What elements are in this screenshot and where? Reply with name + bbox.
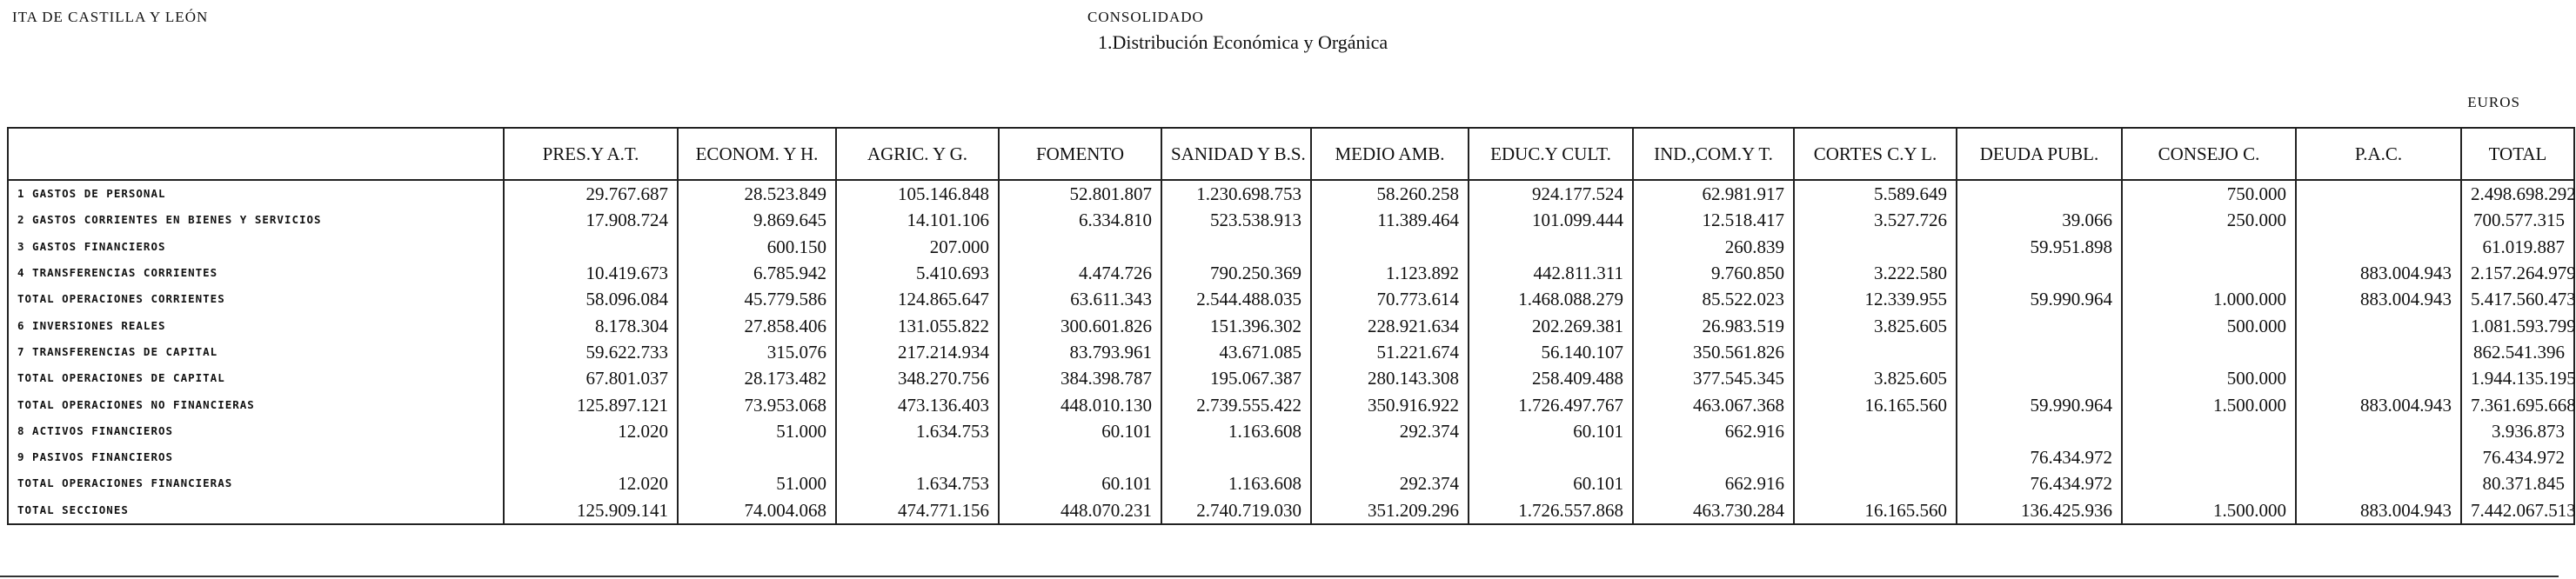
table-cell: 228.921.634 — [1311, 312, 1469, 338]
table-cell: 523.538.913 — [1161, 207, 1311, 233]
column-header: PRES.Y A.T. — [504, 128, 678, 180]
row-label: 9 PASIVOS FINANCIEROS — [8, 444, 504, 470]
table-cell: 12.020 — [504, 470, 678, 496]
table-cell: 58.260.258 — [1311, 180, 1469, 207]
table-cell: 3.825.605 — [1794, 365, 1957, 391]
column-header: SANIDAD Y B.S. — [1161, 128, 1311, 180]
table-cell: 101.099.444 — [1469, 207, 1633, 233]
table-cell: 83.793.961 — [999, 339, 1161, 365]
table-cell — [999, 234, 1161, 260]
table-cell: 350.916.922 — [1311, 391, 1469, 417]
table-cell: 1.468.088.279 — [1469, 286, 1633, 312]
table-cell — [1957, 312, 2122, 338]
table-cell: 2.544.488.035 — [1161, 286, 1311, 312]
table-cell: 60.101 — [999, 418, 1161, 444]
table-cell: 76.434.972 — [1957, 444, 2122, 470]
table-cell: 260.839 — [1633, 234, 1794, 260]
table-cell: 51.221.674 — [1311, 339, 1469, 365]
table-cell — [999, 444, 1161, 470]
table-cell — [1161, 444, 1311, 470]
table-cell: 1.081.593.799 — [2461, 312, 2574, 338]
table-cell: 292.374 — [1311, 470, 1469, 496]
table-cell: 73.953.068 — [678, 391, 836, 417]
row-label: TOTAL SECCIONES — [8, 497, 504, 524]
row-label: 6 INVERSIONES REALES — [8, 312, 504, 338]
table-cell: 924.177.524 — [1469, 180, 1633, 207]
table-cell: 862.541.396 — [2461, 339, 2574, 365]
table-cell: 2.740.719.030 — [1161, 497, 1311, 524]
table-cell: 59.622.733 — [504, 339, 678, 365]
table-cell: 350.561.826 — [1633, 339, 1794, 365]
table-cell — [2122, 339, 2296, 365]
table-cell: 1.634.753 — [836, 418, 999, 444]
table-row — [8, 260, 2574, 286]
table-row — [8, 418, 2574, 444]
table-cell: 5.589.649 — [1794, 180, 1957, 207]
table-cell: 500.000 — [2122, 365, 2296, 391]
table-cell: 12.339.955 — [1794, 286, 1957, 312]
table-cell: 600.150 — [678, 234, 836, 260]
table-cell — [1311, 234, 1469, 260]
table-cell — [1311, 444, 1469, 470]
table-cell — [1633, 444, 1794, 470]
table-row — [8, 444, 2574, 470]
table-cell: 74.004.068 — [678, 497, 836, 524]
column-header: CORTES C.Y L. — [1794, 128, 1957, 180]
table-cell: 2.498.698.292 — [2461, 180, 2574, 207]
table-cell: 300.601.826 — [999, 312, 1161, 338]
table-cell: 59.951.898 — [1957, 234, 2122, 260]
table-cell — [2296, 470, 2461, 496]
table-cell: 1.634.753 — [836, 470, 999, 496]
column-header: ECONOM. Y H. — [678, 128, 836, 180]
table-cell: 1.000.000 — [2122, 286, 2296, 312]
row-label: 7 TRANSFERENCIAS DE CAPITAL — [8, 339, 504, 365]
table-cell: 16.165.560 — [1794, 391, 1957, 417]
table-cell: 474.771.156 — [836, 497, 999, 524]
table-cell: 463.067.368 — [1633, 391, 1794, 417]
table-cell: 16.165.560 — [1794, 497, 1957, 524]
table-cell: 58.096.084 — [504, 286, 678, 312]
table-cell: 448.010.130 — [999, 391, 1161, 417]
table-cell: 131.055.822 — [836, 312, 999, 338]
table-cell: 315.076 — [678, 339, 836, 365]
table-cell — [1161, 234, 1311, 260]
table-cell: 76.434.972 — [1957, 470, 2122, 496]
table-body — [8, 180, 2574, 524]
table-cell: 662.916 — [1633, 470, 1794, 496]
column-header: MEDIO AMB. — [1311, 128, 1469, 180]
table-cell: 10.419.673 — [504, 260, 678, 286]
row-label: TOTAL OPERACIONES DE CAPITAL — [8, 365, 504, 391]
table-cell — [2122, 470, 2296, 496]
table-cell: 1.123.892 — [1311, 260, 1469, 286]
table-cell: 14.101.106 — [836, 207, 999, 233]
table-row — [8, 365, 2574, 391]
column-header: IND.,COM.Y T. — [1633, 128, 1794, 180]
table-cell — [2122, 260, 2296, 286]
row-label: 3 GASTOS FINANCIEROS — [8, 234, 504, 260]
table-cell: 28.523.849 — [678, 180, 836, 207]
table-cell: 1.163.608 — [1161, 418, 1311, 444]
table-row — [8, 497, 2574, 524]
row-label: 2 GASTOS CORRIENTES EN BIENES Y SERVICIOS — [8, 207, 504, 233]
table-cell: 473.136.403 — [836, 391, 999, 417]
table-cell: 700.577.315 — [2461, 207, 2574, 233]
table-cell — [1794, 444, 1957, 470]
table-cell: 70.773.614 — [1311, 286, 1469, 312]
table-cell — [1957, 339, 2122, 365]
table-cell: 384.398.787 — [999, 365, 1161, 391]
table-row — [8, 234, 2574, 260]
table-cell: 29.767.687 — [504, 180, 678, 207]
table-cell: 883.004.943 — [2296, 497, 2461, 524]
row-label: TOTAL OPERACIONES FINANCIERAS — [8, 470, 504, 496]
table-cell: 1.230.698.753 — [1161, 180, 1311, 207]
table-cell: 3.825.605 — [1794, 312, 1957, 338]
table-cell: 6.334.810 — [999, 207, 1161, 233]
table-row — [8, 207, 2574, 233]
column-header: CONSEJO C. — [2122, 128, 2296, 180]
table-cell: 7.361.695.668 — [2461, 391, 2574, 417]
table-cell: 52.801.807 — [999, 180, 1161, 207]
header-left-text: ITA DE CASTILLA Y LEÓN — [12, 9, 209, 25]
table-cell: 1.500.000 — [2122, 497, 2296, 524]
table-cell: 280.143.308 — [1311, 365, 1469, 391]
table-cell: 195.067.387 — [1161, 365, 1311, 391]
table-cell — [1794, 339, 1957, 365]
table-cell: 3.936.873 — [2461, 418, 2574, 444]
table-cell — [2296, 365, 2461, 391]
table-cell: 292.374 — [1311, 418, 1469, 444]
table-cell: 43.671.085 — [1161, 339, 1311, 365]
table-cell: 2.739.555.422 — [1161, 391, 1311, 417]
table-cell: 1.726.497.767 — [1469, 391, 1633, 417]
table-cell: 51.000 — [678, 418, 836, 444]
table-cell: 207.000 — [836, 234, 999, 260]
table-cell: 3.527.726 — [1794, 207, 1957, 233]
table-cell: 59.990.964 — [1957, 286, 2122, 312]
table-cell: 39.066 — [1957, 207, 2122, 233]
table-cell — [2122, 418, 2296, 444]
table-cell — [1469, 234, 1633, 260]
table-cell — [2122, 444, 2296, 470]
table-cell: 56.140.107 — [1469, 339, 1633, 365]
table-cell — [1957, 180, 2122, 207]
table-row — [8, 391, 2574, 417]
table-row — [8, 312, 2574, 338]
table-cell — [678, 444, 836, 470]
table-cell: 136.425.936 — [1957, 497, 2122, 524]
row-label: 4 TRANSFERENCIAS CORRIENTES — [8, 260, 504, 286]
column-header: TOTAL — [2461, 128, 2574, 180]
table-row — [8, 180, 2574, 207]
table-cell — [836, 444, 999, 470]
table-cell: 7.442.067.513 — [2461, 497, 2574, 524]
table-cell — [2296, 180, 2461, 207]
column-header: AGRIC. Y G. — [836, 128, 999, 180]
table-cell: 51.000 — [678, 470, 836, 496]
table-cell — [1794, 418, 1957, 444]
table-cell: 1.500.000 — [2122, 391, 2296, 417]
table-cell — [504, 444, 678, 470]
table-cell: 202.269.381 — [1469, 312, 1633, 338]
table-cell: 500.000 — [2122, 312, 2296, 338]
table-cell: 61.019.887 — [2461, 234, 2574, 260]
table-cell: 12.518.417 — [1633, 207, 1794, 233]
table-cell: 60.101 — [1469, 470, 1633, 496]
table-cell: 250.000 — [2122, 207, 2296, 233]
table-cell: 59.990.964 — [1957, 391, 2122, 417]
table-cell: 4.474.726 — [999, 260, 1161, 286]
table-cell: 124.865.647 — [836, 286, 999, 312]
table-cell: 26.983.519 — [1633, 312, 1794, 338]
table-cell — [2122, 234, 2296, 260]
table-cell: 80.371.845 — [2461, 470, 2574, 496]
table-cell: 662.916 — [1633, 418, 1794, 444]
bottom-rule — [0, 576, 2559, 577]
table-cell — [2296, 418, 2461, 444]
table-cell: 67.801.037 — [504, 365, 678, 391]
table-cell: 85.522.023 — [1633, 286, 1794, 312]
column-header: EDUC.Y CULT. — [1469, 128, 1633, 180]
table-cell: 1.726.557.868 — [1469, 497, 1633, 524]
table-cell: 258.409.488 — [1469, 365, 1633, 391]
table-cell: 11.389.464 — [1311, 207, 1469, 233]
table-cell: 60.101 — [1469, 418, 1633, 444]
table-cell: 125.897.121 — [504, 391, 678, 417]
table-cell — [2296, 207, 2461, 233]
table-cell: 17.908.724 — [504, 207, 678, 233]
table-cell: 60.101 — [999, 470, 1161, 496]
table-cell — [1957, 260, 2122, 286]
table-cell: 5.417.560.473 — [2461, 286, 2574, 312]
table-cell: 883.004.943 — [2296, 286, 2461, 312]
table-cell: 442.811.311 — [1469, 260, 1633, 286]
table-row — [8, 286, 2574, 312]
table-cell — [1469, 444, 1633, 470]
table-cell: 750.000 — [2122, 180, 2296, 207]
table-cell: 9.869.645 — [678, 207, 836, 233]
table-cell: 105.146.848 — [836, 180, 999, 207]
table-cell: 1.163.608 — [1161, 470, 1311, 496]
table-cell — [1794, 234, 1957, 260]
table-cell: 790.250.369 — [1161, 260, 1311, 286]
table-cell — [1794, 470, 1957, 496]
table-cell: 45.779.586 — [678, 286, 836, 312]
table-cell: 1.944.135.195 — [2461, 365, 2574, 391]
table-cell: 3.222.580 — [1794, 260, 1957, 286]
table-header-row — [8, 128, 2574, 180]
table-cell — [2296, 444, 2461, 470]
row-label: TOTAL OPERACIONES CORRIENTES — [8, 286, 504, 312]
table-cell: 2.157.264.979 — [2461, 260, 2574, 286]
table-cell — [2296, 312, 2461, 338]
table-row — [8, 339, 2574, 365]
table-cell: 377.545.345 — [1633, 365, 1794, 391]
table-cell: 62.981.917 — [1633, 180, 1794, 207]
column-header: FOMENTO — [999, 128, 1161, 180]
table-cell: 351.209.296 — [1311, 497, 1469, 524]
row-label: 1 GASTOS DE PERSONAL — [8, 180, 504, 207]
table-cell: 28.173.482 — [678, 365, 836, 391]
table-cell: 27.858.406 — [678, 312, 836, 338]
table-cell: 8.178.304 — [504, 312, 678, 338]
table-cell — [504, 234, 678, 260]
table-cell — [1957, 418, 2122, 444]
table-cell: 348.270.756 — [836, 365, 999, 391]
table-cell: 151.396.302 — [1161, 312, 1311, 338]
row-label: 8 ACTIVOS FINANCIEROS — [8, 418, 504, 444]
report-subtitle: 1.Distribución Económica y Orgánica — [1098, 31, 1388, 53]
budget-table — [7, 127, 2575, 525]
table-cell — [2296, 339, 2461, 365]
table-cell: 9.760.850 — [1633, 260, 1794, 286]
column-header: DEUDA PUBL. — [1957, 128, 2122, 180]
column-header: P.A.C. — [2296, 128, 2461, 180]
table-cell: 6.785.942 — [678, 260, 836, 286]
table-row — [8, 470, 2574, 496]
table-cell: 63.611.343 — [999, 286, 1161, 312]
table-cell: 217.214.934 — [836, 339, 999, 365]
report-title: CONSOLIDADO — [1087, 9, 1204, 25]
table-cell: 12.020 — [504, 418, 678, 444]
units-label: EUROS — [2467, 94, 2520, 110]
table-cell: 448.070.231 — [999, 497, 1161, 524]
table-cell: 463.730.284 — [1633, 497, 1794, 524]
table-cell: 76.434.972 — [2461, 444, 2574, 470]
table-cell — [2296, 234, 2461, 260]
column-header-label — [8, 128, 504, 180]
table-cell: 883.004.943 — [2296, 260, 2461, 286]
table-cell: 883.004.943 — [2296, 391, 2461, 417]
table-cell — [1957, 365, 2122, 391]
table-cell: 125.909.141 — [504, 497, 678, 524]
row-label: TOTAL OPERACIONES NO FINANCIERAS — [8, 391, 504, 417]
table-cell: 5.410.693 — [836, 260, 999, 286]
